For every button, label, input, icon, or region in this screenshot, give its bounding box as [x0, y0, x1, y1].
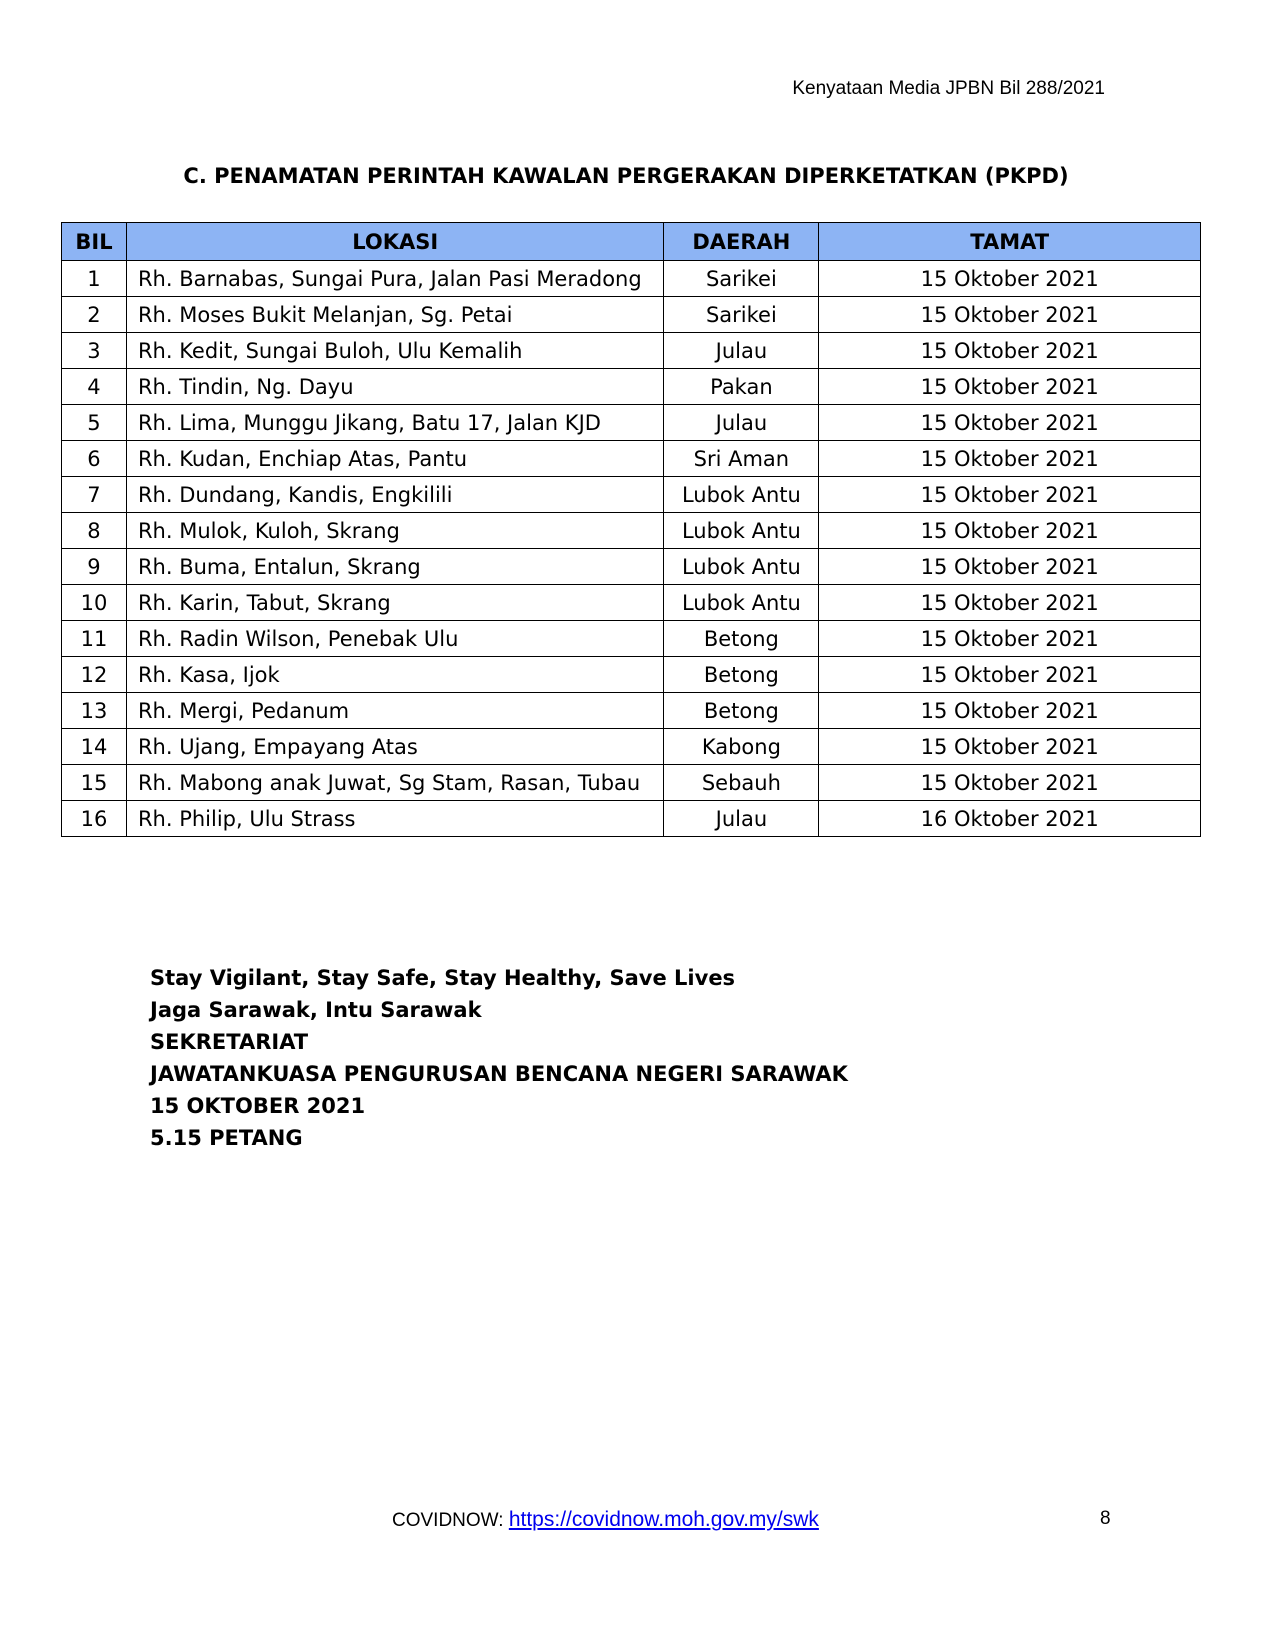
table-row: [62, 513, 1201, 549]
table-row: [62, 333, 1201, 369]
cell-lokasi: Rh. Tindin, Ng. Dayu: [126, 369, 663, 405]
cell-bil: 11: [62, 621, 127, 657]
cell-daerah: Julau: [664, 801, 819, 837]
cell-tamat: 15 Oktober 2021: [819, 261, 1201, 297]
table-row: [62, 549, 1201, 585]
cell-tamat: 16 Oktober 2021: [819, 801, 1201, 837]
cell-daerah: Kabong: [664, 729, 819, 765]
cell-tamat: 15 Oktober 2021: [819, 657, 1201, 693]
cell-daerah: Lubok Antu: [664, 585, 819, 621]
cell-tamat: 15 Oktober 2021: [819, 405, 1201, 441]
cell-tamat: 15 Oktober 2021: [819, 369, 1201, 405]
document-reference: Kenyataan Media JPBN Bil 288/2021: [792, 78, 1105, 99]
cell-bil: 15: [62, 765, 127, 801]
cell-bil: 7: [62, 477, 127, 513]
cell-lokasi: Rh. Mulok, Kuloh, Skrang: [126, 513, 663, 549]
cell-lokasi: Rh. Kudan, Enchiap Atas, Pantu: [126, 441, 663, 477]
cell-daerah: Sri Aman: [664, 441, 819, 477]
page-number: 8: [1100, 1508, 1111, 1529]
cell-daerah: Betong: [664, 621, 819, 657]
cell-lokasi: Rh. Barnabas, Sungai Pura, Jalan Pasi Meradong: [126, 261, 663, 297]
table-row: [62, 657, 1201, 693]
footer-source: [392, 1508, 819, 1532]
cell-lokasi: Rh. Mabong anak Juwat, Sg Stam, Rasan, Tubau: [126, 765, 663, 801]
cell-bil: 6: [62, 441, 127, 477]
table-row: [62, 621, 1201, 657]
covidnow-link[interactable]: https://covidnow.moh.gov.my/swk: [508, 1508, 819, 1531]
cell-daerah: Sebauh: [664, 765, 819, 801]
cell-tamat: 15 Oktober 2021: [819, 297, 1201, 333]
closing-secretariat: SEKRETARIAT: [150, 1030, 309, 1054]
column-header-lokasi: LOKASI: [126, 223, 663, 261]
cell-bil: 10: [62, 585, 127, 621]
cell-bil: 4: [62, 369, 127, 405]
pkpd-table: [61, 222, 1201, 837]
table-row: [62, 585, 1201, 621]
cell-tamat: 15 Oktober 2021: [819, 693, 1201, 729]
cell-bil: 13: [62, 693, 127, 729]
cell-tamat: 15 Oktober 2021: [819, 585, 1201, 621]
table-row: [62, 477, 1201, 513]
cell-daerah: Lubok Antu: [664, 477, 819, 513]
table-header-row: [62, 223, 1201, 261]
cell-bil: 1: [62, 261, 127, 297]
cell-daerah: Betong: [664, 657, 819, 693]
column-header-daerah: DAERAH: [664, 223, 819, 261]
closing-tagline: Jaga Sarawak, Intu Sarawak: [150, 998, 482, 1022]
cell-tamat: 15 Oktober 2021: [819, 441, 1201, 477]
cell-bil: 2: [62, 297, 127, 333]
cell-tamat: 15 Oktober 2021: [819, 333, 1201, 369]
cell-bil: 8: [62, 513, 127, 549]
table-row: [62, 369, 1201, 405]
table-row: [62, 405, 1201, 441]
cell-lokasi: Rh. Buma, Entalun, Skrang: [126, 549, 663, 585]
cell-daerah: Sarikei: [664, 297, 819, 333]
cell-daerah: Sarikei: [664, 261, 819, 297]
closing-block: [150, 962, 848, 1154]
cell-tamat: 15 Oktober 2021: [819, 477, 1201, 513]
closing-time: 5.15 PETANG: [150, 1126, 303, 1150]
cell-lokasi: Rh. Radin Wilson, Penebak Ulu: [126, 621, 663, 657]
cell-tamat: 15 Oktober 2021: [819, 621, 1201, 657]
table-row: [62, 261, 1201, 297]
cell-lokasi: Rh. Ujang, Empayang Atas: [126, 729, 663, 765]
closing-committee: JAWATANKUASA PENGURUSAN BENCANA NEGERI SARAWAK: [150, 1062, 848, 1086]
cell-bil: 16: [62, 801, 127, 837]
cell-tamat: 15 Oktober 2021: [819, 765, 1201, 801]
table-row: [62, 729, 1201, 765]
cell-daerah: Pakan: [664, 369, 819, 405]
footer-label: COVIDNOW:: [392, 1510, 509, 1531]
cell-bil: 9: [62, 549, 127, 585]
cell-tamat: 15 Oktober 2021: [819, 513, 1201, 549]
closing-slogan: Stay Vigilant, Stay Safe, Stay Healthy, Save Lives: [150, 966, 736, 990]
cell-bil: 3: [62, 333, 127, 369]
cell-bil: 12: [62, 657, 127, 693]
cell-lokasi: Rh. Kasa, Ijok: [126, 657, 663, 693]
cell-bil: 5: [62, 405, 127, 441]
cell-daerah: Lubok Antu: [664, 549, 819, 585]
cell-tamat: 15 Oktober 2021: [819, 729, 1201, 765]
column-header-tamat: TAMAT: [819, 223, 1201, 261]
cell-lokasi: Rh. Dundang, Kandis, Engkilili: [126, 477, 663, 513]
table-row: [62, 441, 1201, 477]
cell-lokasi: Rh. Mergi, Pedanum: [126, 693, 663, 729]
table-body: [62, 261, 1201, 837]
table-row: [62, 693, 1201, 729]
closing-date: 15 OKTOBER 2021: [150, 1094, 366, 1118]
column-header-bil: BIL: [62, 223, 127, 261]
cell-lokasi: Rh. Lima, Munggu Jikang, Batu 17, Jalan KJD: [126, 405, 663, 441]
cell-lokasi: Rh. Moses Bukit Melanjan, Sg. Petai: [126, 297, 663, 333]
cell-lokasi: Rh. Karin, Tabut, Skrang: [126, 585, 663, 621]
cell-daerah: Julau: [664, 333, 819, 369]
section-title: C. PENAMATAN PERINTAH KAWALAN PERGERAKAN DIPERKETATKAN (PKPD): [183, 164, 1069, 188]
cell-bil: 14: [62, 729, 127, 765]
table-header: [62, 223, 1201, 261]
cell-tamat: 15 Oktober 2021: [819, 549, 1201, 585]
table-row: [62, 765, 1201, 801]
cell-lokasi: Rh. Kedit, Sungai Buloh, Ulu Kemalih: [126, 333, 663, 369]
cell-lokasi: Rh. Philip, Ulu Strass: [126, 801, 663, 837]
cell-daerah: Julau: [664, 405, 819, 441]
table-row: [62, 801, 1201, 837]
table-row: [62, 297, 1201, 333]
cell-daerah: Betong: [664, 693, 819, 729]
cell-daerah: Lubok Antu: [664, 513, 819, 549]
